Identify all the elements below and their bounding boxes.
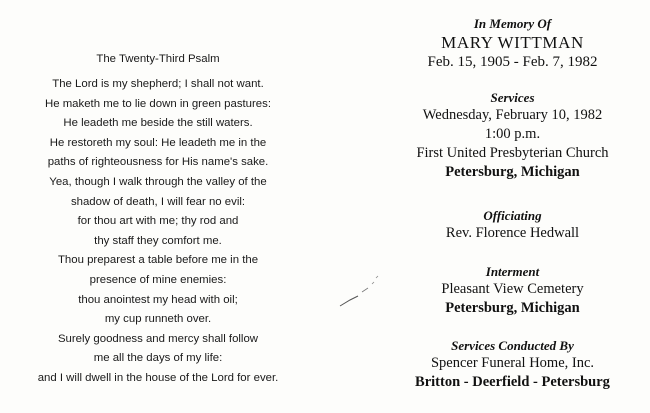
psalm-line: He restoreth my soul: He leadeth me in the — [49, 136, 267, 149]
psalm-title: The Twenty-Third Psalm — [96, 53, 220, 65]
service-church: First United Presbyterian Church — [416, 145, 609, 161]
memorial-heading: In Memory Of — [473, 16, 552, 31]
psalm-line: my cup runneth over. — [104, 313, 212, 326]
officiant-name: Rev. Florence Hedwall — [445, 225, 580, 241]
service-day: Wednesday, February 10, 1982 — [422, 107, 603, 123]
services-heading: Services — [490, 90, 535, 105]
deceased-name: MARY WITTMAN — [441, 33, 584, 52]
psalm-line: shadow of death, I will fear no evil: — [70, 195, 246, 208]
psalm-text — [0, 75, 316, 389]
memorial-panel — [380, 0, 645, 413]
conducted-section — [380, 338, 645, 392]
psalm-line: Thou preparest a table before me in the — [57, 254, 259, 267]
psalm-line: and I will dwell in the house of the Lord for ever. — [37, 371, 279, 384]
psalm-line: thou anointest my head with oil; — [78, 293, 238, 306]
service-location: Petersburg, Michigan — [445, 164, 580, 180]
funeral-home-towns: Britton - Deerfield - Petersburg — [415, 374, 610, 390]
services-section — [380, 90, 645, 182]
officiating-heading: Officiating — [483, 208, 542, 223]
psalm-line: paths of righteousness for His name's sake. — [47, 156, 269, 169]
funeral-home-name: Spencer Funeral Home, Inc. — [430, 355, 595, 371]
psalm-line: He maketh me to lie down in green pastures: — [44, 97, 272, 110]
psalm-line: He leadeth me beside the still waters. — [63, 117, 253, 130]
psalm-line: presence of mine enemies: — [89, 273, 227, 286]
psalm-line: Yea, though I walk through the valley of the — [49, 175, 267, 188]
officiating-section — [380, 208, 645, 243]
cemetery-name: Pleasant View Cemetery — [441, 281, 584, 297]
psalm-line: thy staff they comfort me. — [94, 234, 222, 247]
interment-location: Petersburg, Michigan — [445, 300, 580, 316]
service-time: 1:00 p.m. — [484, 126, 541, 142]
interment-section — [380, 264, 645, 318]
life-dates: Feb. 15, 1905 - Feb. 7, 1982 — [427, 54, 598, 70]
psalm-line: for thou art with me; thy rod and — [77, 215, 239, 228]
psalm-line: The Lord is my shepherd; I shall not want. — [52, 78, 264, 90]
psalm-line: me all the days of my life: — [93, 352, 223, 365]
interment-heading: Interment — [485, 264, 540, 279]
psalm-line: Surely goodness and mercy shall follow — [57, 332, 259, 345]
memorial-section — [380, 16, 645, 72]
conducted-heading: Services Conducted By — [451, 338, 574, 353]
